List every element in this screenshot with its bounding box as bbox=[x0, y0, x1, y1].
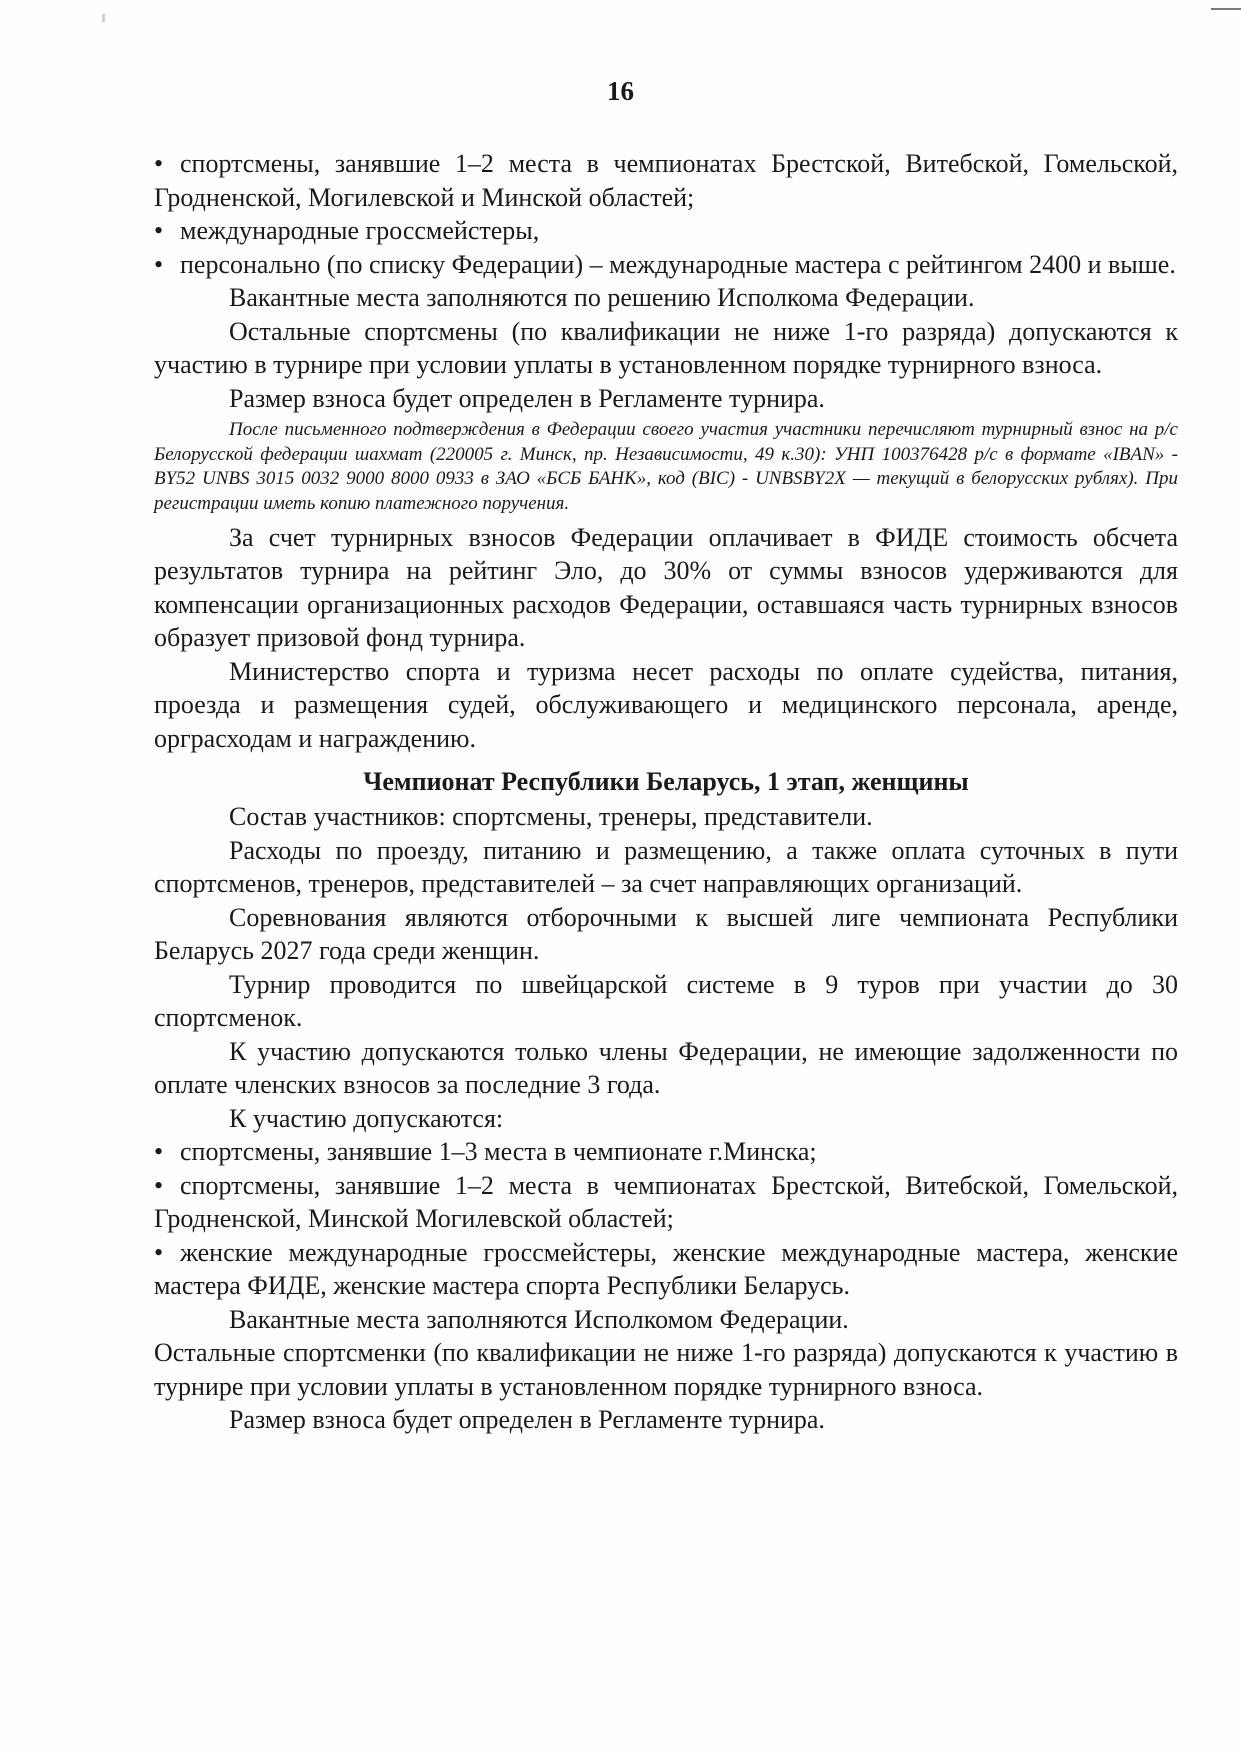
paragraph-vacant-places: Вакантные места заполняются по решению Исполкома Федерации. bbox=[229, 283, 975, 312]
scan-edge-mark bbox=[1211, 8, 1241, 10]
bullet-icon: • bbox=[154, 249, 164, 279]
bullet-text: спортсмены, занявшие 1–2 места в чемпионатах Брестской, Витебской, Гомельской, Гродненской, Могилевской и Минской областей; bbox=[154, 149, 1178, 212]
paragraph-admitted: К участию допускаются: bbox=[229, 1103, 504, 1133]
paragraph-fee-size: Размер взноса будет определен в Регламенте турнира. bbox=[229, 1405, 825, 1435]
bullet-item bbox=[154, 248, 1178, 282]
payment-note: После письменного подтверждения в Федерации своего участия участники перечисляют турнирный взнос на р/с Белорусской федерации шахмат (220005 г. Минск, пр. Независимости, 49 к.30): УНП 100376428 р/с в формате «IBAN» - BY52 UNBS 3015 0032 9000 8000 0933 в ЗАО «БСБ БАНК», код (BIC) - UNBSBY2X — текущий в белорусских рублях). При регистрации иметь копию платежного поручения. bbox=[154, 419, 1178, 515]
bullet-item bbox=[154, 1169, 1178, 1236]
bullet-text: спортсмены, занявшие 1–2 места в чемпионатах Брестской, Витебской, Гомельской, Гродненской, Минской Могилевской областей; bbox=[154, 1170, 1178, 1234]
bullet-text: персонально (по списку Федерации) – международные мастера с рейтингом 2400 и выше. bbox=[180, 249, 1176, 279]
bullet-icon: • bbox=[154, 216, 164, 245]
paragraph-qualifying: Соревнования являются отборочными к высшей лиге чемпионата Республики Беларусь 2027 года среди женщин. bbox=[154, 902, 1178, 966]
paragraph-other-athletes: Остальные спортсмены (по квалификации не ниже 1-го разряда) допускаются к участию в турнире при условии уплаты в установленном порядке турнирного взноса. bbox=[154, 316, 1178, 379]
document-body bbox=[154, 147, 1178, 1437]
bullet-icon: • bbox=[154, 1237, 164, 1267]
paragraph-travel-expenses: Расходы по проезду, питанию и размещению, а также оплата суточных в пути спортсменов, тренеров, представителей – за счет направляющих организаций. bbox=[154, 835, 1178, 899]
bullet-text: женские международные гроссмейстеры, женские международные мастера, женские мастера ФИДЕ, женские мастера спорта Республики Беларусь. bbox=[154, 1237, 1178, 1301]
bullet-icon: • bbox=[154, 149, 164, 178]
paragraph-composition: Состав участников: спортсмены, тренеры, представители. bbox=[229, 802, 873, 832]
paragraph-other-athletes: Остальные спортсменки (по квалификации не ниже 1-го разряда) допускаются к участию в турнире при условии уплаты в установленном порядке турнирного взноса. bbox=[154, 1338, 1178, 1401]
bullet-text: международные гроссмейстеры, bbox=[180, 216, 540, 245]
bullet-item bbox=[154, 214, 1178, 248]
bullet-item bbox=[154, 1236, 1178, 1303]
paragraph-ministry-expenses: Министерство спорта и туризма несет расходы по оплате судейства, питания, проезда и размещения судей, обслуживающего и медицинского персонала, аренде, орграсходам и награждению. bbox=[154, 656, 1178, 753]
paragraph-fide-fees: За счет турнирных взносов Федерации оплачивает в ФИДЕ стоимость обсчета результатов турнира на рейтинг Эло, до 30% от суммы взносов удерживаются для компенсации организационных расходов Федерации, оставшаяся часть турнирных взносов образует призовой фонд турнира. bbox=[154, 522, 1178, 653]
section-heading: Чемпионат Республики Беларусь, 1 этап, женщины bbox=[363, 767, 969, 797]
paragraph-swiss-system: Турнир проводится по швейцарской системе в 9 туров при участии до 30 спортсменок. bbox=[154, 969, 1178, 1033]
paragraph-fee-size: Размер взноса будет определен в Регламенте турнира. bbox=[229, 383, 825, 413]
paragraph-vacant-places: Вакантные места заполняются Исполкомом Федерации. bbox=[229, 1304, 849, 1334]
bullet-item bbox=[154, 147, 1178, 214]
bullet-text: спортсмены, занявшие 1–3 места в чемпионате г.Минска; bbox=[180, 1137, 817, 1167]
page-number: 16 bbox=[607, 76, 634, 106]
bullet-icon: • bbox=[154, 1170, 164, 1200]
bullet-item bbox=[154, 1135, 1178, 1169]
paragraph-members-only: К участию допускаются только члены Федерации, не имеющие задолженности по оплате членских взносов за последние 3 года. bbox=[154, 1036, 1178, 1100]
bullet-icon: • bbox=[154, 1137, 164, 1167]
scan-dust-mark bbox=[102, 14, 105, 22]
